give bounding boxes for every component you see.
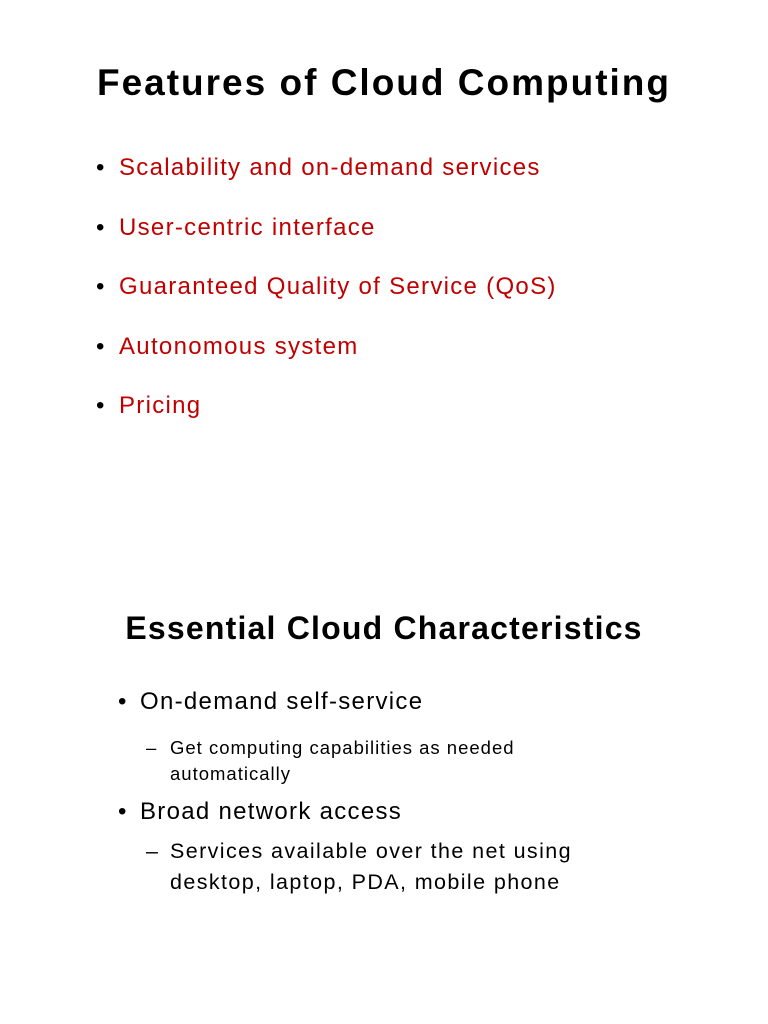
feature-text: Autonomous system <box>119 332 359 360</box>
bullet-icon: • <box>118 798 128 825</box>
dash-icon: – <box>146 839 160 863</box>
bullet-icon: • <box>118 688 128 715</box>
feature-text: User-centric interface <box>119 213 376 241</box>
feature-text: Guaranteed Quality of Service (QoS) <box>119 273 557 300</box>
bullet-icon: • <box>96 332 106 360</box>
bullet-icon: • <box>96 273 106 300</box>
slide-characteristics <box>0 512 768 1024</box>
bullet-icon: • <box>96 213 106 241</box>
characteristic-label: Broad network access <box>140 798 403 825</box>
feature-text: Pricing <box>119 392 202 419</box>
bullet-icon: • <box>96 154 106 181</box>
feature-text: Scalability and on-demand services <box>119 154 541 181</box>
characteristic-label: On-demand self-service <box>140 688 424 715</box>
sub-item-text: desktop, laptop, PDA, mobile phone <box>170 870 561 894</box>
sub-item-text: Get computing capabilities as needed <box>170 737 515 758</box>
list-item <box>118 798 403 839</box>
list-item <box>118 688 424 737</box>
dash-icon: – <box>146 737 158 758</box>
sub-item-text: Services available over the net using <box>170 839 572 863</box>
slide-title: Essential Cloud Characteristics <box>125 610 643 646</box>
bullet-icon: • <box>96 392 106 419</box>
characteristics-list <box>118 688 572 909</box>
slide-title: Features of Cloud Computing <box>96 62 672 103</box>
sub-item-text: automatically <box>170 763 291 784</box>
